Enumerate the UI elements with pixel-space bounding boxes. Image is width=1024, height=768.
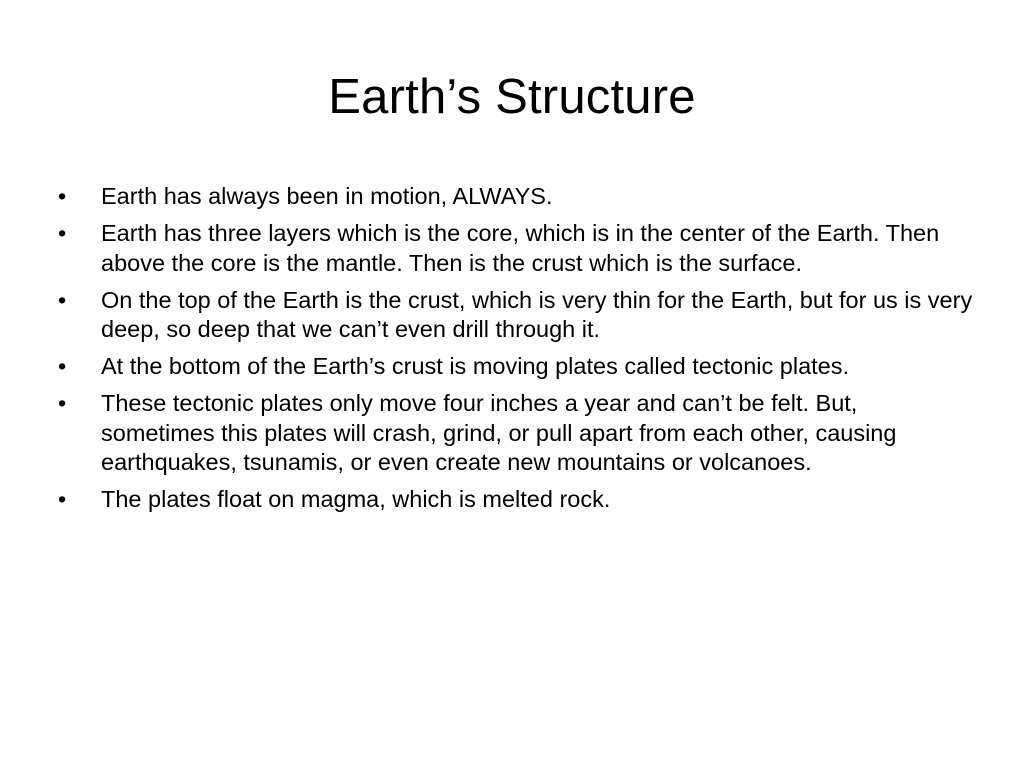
bullet-list xyxy=(58,182,973,522)
bullet-text: These tectonic plates only move four inches a year and can’t be felt. But, sometimes this plates will crash, grind, or pull apart from each other, causing earthquakes, tsunamis, or even create new mountains or volcanoes. xyxy=(101,390,897,475)
bullet-item xyxy=(58,219,973,278)
bullet-marker: • xyxy=(58,390,67,416)
bullet-item xyxy=(58,485,973,515)
bullet-marker: • xyxy=(58,183,67,209)
bullet-marker: • xyxy=(58,486,67,512)
bullet-item xyxy=(58,389,973,478)
bullet-item xyxy=(58,182,973,212)
bullet-item xyxy=(58,352,973,382)
bullet-marker: • xyxy=(58,220,67,246)
bullet-text: Earth has three layers which is the core, which is in the center of the Earth. Then above the core is the mantle. Then is the crust which is the surface. xyxy=(101,220,940,276)
bullet-text: At the bottom of the Earth’s crust is moving plates called tectonic plates. xyxy=(101,353,850,379)
bullet-marker: • xyxy=(58,353,67,379)
bullet-item xyxy=(58,286,973,345)
bullet-marker: • xyxy=(58,286,67,313)
bullet-text: Earth has always been in motion, ALWAYS. xyxy=(101,183,553,209)
bullet-text: On the top of the Earth is the crust, which is very thin for the Earth, but for us is very deep, so deep that we can’t even drill through it. xyxy=(101,286,973,342)
slide-title: Earth’s Structure xyxy=(328,70,696,124)
bullet-text: The plates float on magma, which is melted rock. xyxy=(101,486,611,512)
